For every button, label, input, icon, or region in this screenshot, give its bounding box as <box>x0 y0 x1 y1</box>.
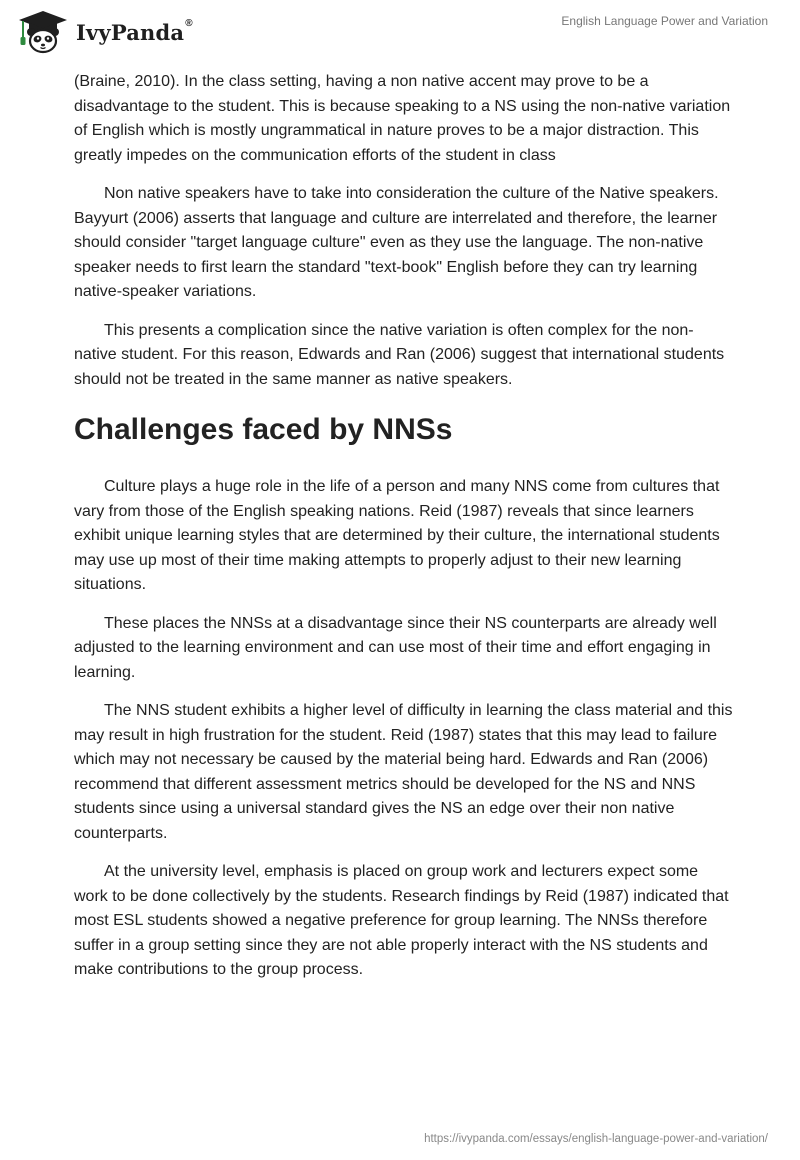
source-url[interactable]: https://ivypanda.com/essays/english-language-power-and-variation/ <box>424 1133 768 1145</box>
paragraph: These places the NNSs at a disadvantage since their NS counterparts are already well adjusted to the learning environment and can use most of their time and effort engaging in learning. <box>74 614 717 681</box>
paragraph: (Braine, 2010). In the class setting, having a non native accent may prove to be a disadvantage to the student. This is because speaking to a NS using the non-native variation of English which is mostly ungrammatical in nature proves to be a major distraction. This greatly impedes on the communication efforts of the student in class <box>74 73 731 164</box>
paragraph: Non native speakers have to take into consideration the culture of the Native speakers. Bayyurt (2006) asserts that language and culture are interrelated and therefore, the learner should consider "target language culture" even as they use the language. The non-native speaker needs to first learn the standard "text-book" English before they can try learning native-speaker variations. <box>74 185 719 300</box>
essay-body <box>74 70 734 997</box>
page-header <box>0 0 800 64</box>
document-title: English Language Power and Variation <box>561 14 768 28</box>
section-heading: Challenges faced by NNSs <box>74 413 453 446</box>
brand-logo[interactable] <box>14 8 193 56</box>
registered-mark: ® <box>185 17 193 29</box>
paragraph: This presents a complication since the native variation is often complex for the non-native student. For this reason, Edwards and Ran (2006) suggest that international students should not be treated in the same manner as native speakers. <box>74 321 725 388</box>
paragraph: Culture plays a huge role in the life of a person and many NNS come from cultures that vary from those of the English speaking nations. Reid (1987) reveals that since learners exhibit unique learning styles that are determined by their culture, the international students may use up most of their time making attempts to properly adjust to their new learning situations. <box>74 478 720 593</box>
panda-graduation-cap-icon <box>14 8 72 56</box>
brand-name: IvyPanda <box>76 19 185 45</box>
paragraph: The NNS student exhibits a higher level of difficulty in learning the class material and this may result in high frustration for the student. Reid (1987) states that this may lead to failure which may not necessary be caused by the material being hard. Edwards and Ran (2006) recommend that different assessment metrics should be developed for the NS and NNS students since using a universal standard gives the NS an edge over their non native counterparts. <box>74 702 733 842</box>
paragraph: At the university level, emphasis is placed on group work and lecturers expect some work to be done collectively by the students. Research findings by Reid (1987) indicated that most ESL students showed a negative preference for group learning. The NNSs therefore suffer in a group setting since they are not able properly interact with the NS students and make contributions to the group process. <box>74 863 729 978</box>
